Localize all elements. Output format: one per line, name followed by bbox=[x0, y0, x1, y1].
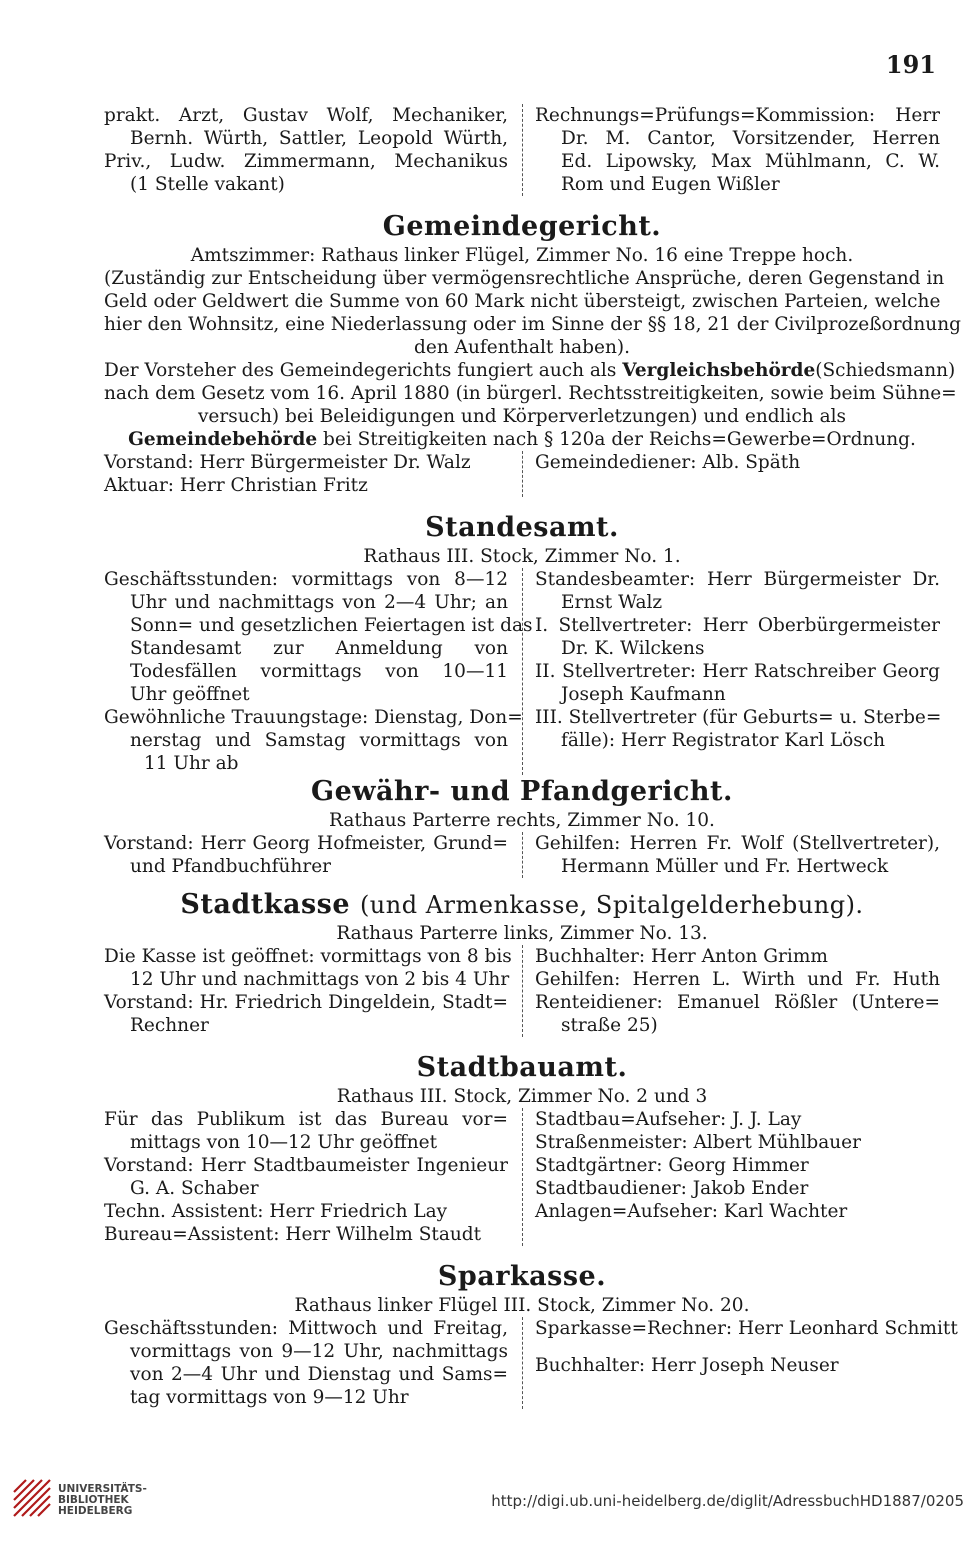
text-line: Gemeindediener: Alb. Späth bbox=[535, 452, 801, 473]
bold-term: Gemeindebehörde bbox=[128, 429, 318, 450]
text-line: Vorstand: Herr Stadtbaumeister Ingenieur bbox=[104, 1155, 508, 1176]
bold-term: Vergleichsbehörde bbox=[622, 360, 816, 381]
text-line: Vorstand: Herr Georg Hofmeister, Grund= bbox=[104, 833, 508, 854]
section-location: Rathaus Parterre links, Zimmer No. 13. bbox=[336, 923, 708, 944]
text-fragment: bei Streitigkeiten nach § 120a der Reichs=Gewerbe=Ordnung. bbox=[323, 429, 916, 450]
text-line: den Aufenthalt haben). bbox=[414, 337, 630, 358]
text-line: hier den Wohnsitz, eine Niederlassung oder im Sinne der §§ 18, 21 der Civilprozeßordnung bbox=[104, 314, 961, 335]
standesamt-section bbox=[104, 511, 940, 775]
text-line: 12 Uhr und nachmittags von 2 bis 4 Uhr bbox=[130, 969, 510, 990]
text-line: Anlagen=Aufseher: Karl Wachter bbox=[535, 1201, 848, 1222]
text-line: prakt. Arzt, Gustav Wolf, Mechaniker, bbox=[104, 105, 508, 126]
stadtkasse-right-column bbox=[522, 945, 940, 1037]
text-line: Gehilfen: Herren L. Wirth und Fr. Huth bbox=[535, 969, 940, 990]
text-line bbox=[104, 359, 956, 382]
digitization-footer bbox=[0, 1476, 972, 1526]
section-title bbox=[104, 888, 940, 922]
stadtbauamt-section bbox=[104, 1051, 940, 1246]
text-line: Standesamt zur Anmeldung von bbox=[130, 638, 508, 659]
text-line: II. Stellvertreter: Herr Ratschreiber Georg bbox=[535, 661, 940, 682]
text-line: Standesbeamter: Herr Bürgermeister Dr. bbox=[535, 569, 940, 590]
text-line: Bernh. Würth, Sattler, Leopold Würth, bbox=[130, 128, 508, 149]
library-name-line: UNIVERSITÄTS- bbox=[58, 1483, 147, 1495]
text-line: Joseph Kaufmann bbox=[561, 684, 726, 705]
gewaehr-left-column bbox=[104, 832, 522, 878]
gewaehr-columns bbox=[104, 832, 940, 878]
text-line: Geld oder Geldwert die Summe von 60 Mark nicht übersteigt, zwischen Parteien, welche bbox=[104, 291, 941, 312]
text-line: Für das Publikum ist das Bureau vor= bbox=[104, 1109, 508, 1130]
section-location: Amtszimmer: Rathaus linker Flügel, Zimmer No. 16 eine Treppe hoch. bbox=[190, 245, 854, 266]
text-line bbox=[104, 428, 940, 451]
section-title: Sparkasse. bbox=[437, 1261, 607, 1292]
text-line: G. A. Schaber bbox=[130, 1178, 259, 1199]
continued-left-column bbox=[104, 104, 522, 196]
text-line: Dr. M. Cantor, Vorsitzender, Herren bbox=[561, 128, 940, 149]
staff-left-column bbox=[104, 451, 522, 497]
text-line: Stadtgärtner: Georg Himmer bbox=[535, 1155, 809, 1176]
stadtbauamt-columns bbox=[104, 1108, 940, 1246]
standesamt-columns bbox=[104, 568, 940, 775]
stadtkasse-columns bbox=[104, 945, 940, 1037]
page-number: 191 bbox=[885, 50, 936, 79]
text-line: mittags von 10—12 Uhr geöffnet bbox=[130, 1132, 438, 1153]
stadtbauamt-right-column bbox=[522, 1108, 940, 1246]
gewaehr-pfandgericht-section bbox=[104, 775, 940, 878]
text-line: Dr. K. Wilckens bbox=[561, 638, 705, 659]
text-line: I. Stellvertreter: Herr Oberbürgermeister bbox=[535, 615, 940, 636]
staff-right-column bbox=[522, 451, 940, 497]
text-line: fälle): Herr Registrator Karl Lösch bbox=[561, 730, 886, 751]
text-line: Uhr und nachmittags von 2—4 Uhr; an bbox=[130, 592, 508, 613]
text-line: III. Stellvertreter (für Geburts= u. Sterbe= bbox=[535, 707, 942, 728]
text-line: versuch) bei Beleidigungen und Körperverletzungen) und endlich als bbox=[197, 406, 847, 427]
text-line: Vorstand: Herr Bürgermeister Dr. Walz bbox=[104, 452, 471, 473]
standesamt-right-column bbox=[522, 568, 940, 775]
section-title-main: Stadtkasse bbox=[180, 889, 351, 920]
text-line: Stadtbau=Aufseher: J. J. Lay bbox=[535, 1109, 802, 1130]
text-line: Rom und Eugen Wißler bbox=[561, 174, 780, 195]
page-content bbox=[104, 104, 961, 1409]
text-line: Gehilfen: Herren Fr. Wolf (Stellvertreter), bbox=[535, 833, 940, 854]
text-line: Hermann Müller und Fr. Hertweck bbox=[561, 856, 889, 877]
text-line: Renteidiener: Emanuel Rößler (Untere= bbox=[535, 992, 940, 1013]
text-fragment: Der Vorsteher des Gemeindegerichts fungiert auch als bbox=[104, 360, 617, 381]
text-line: Buchhalter: Herr Joseph Neuser bbox=[535, 1355, 839, 1376]
sparkasse-columns bbox=[104, 1317, 958, 1409]
text-line: Die Kasse ist geöffnet: vormittags von 8 bis bbox=[104, 946, 512, 967]
text-line: Geschäftsstunden: Mittwoch und Freitag, bbox=[104, 1318, 508, 1339]
text-line: (Zuständig zur Entscheidung über vermögensrechtliche Ansprüche, deren Gegenstand in bbox=[104, 268, 945, 289]
text-line: Straßenmeister: Albert Mühlbauer bbox=[535, 1132, 861, 1153]
text-line: Rechnungs=Prüfungs=Kommission: Herr bbox=[535, 105, 940, 126]
gemeindegericht-section bbox=[104, 210, 961, 497]
section-location: Rathaus III. Stock, Zimmer No. 2 und 3 bbox=[336, 1086, 708, 1107]
library-name-line: BIBLIOTHEK bbox=[58, 1494, 129, 1506]
text-line: Buchhalter: Herr Anton Grimm bbox=[535, 946, 828, 967]
text-line: (1 Stelle vakant) bbox=[130, 174, 285, 195]
text-line: und Pfandbuchführer bbox=[130, 856, 331, 877]
text-line: Vorstand: Hr. Friedrich Dingeldein, Stadt= bbox=[104, 992, 508, 1013]
section-title: Gemeindegericht. bbox=[382, 211, 662, 242]
text-line: Uhr geöffnet bbox=[130, 684, 250, 705]
section-location: Rathaus III. Stock, Zimmer No. 1. bbox=[363, 546, 681, 567]
stadtkasse-section bbox=[104, 888, 940, 1037]
text-line: Stadtbaudiener: Jakob Ender bbox=[535, 1178, 809, 1199]
text-line: Sonn= und gesetzlichen Feiertagen ist das bbox=[130, 615, 533, 636]
text-line: Bureau=Assistent: Herr Wilhelm Staudt bbox=[104, 1224, 482, 1245]
text-line: straße 25) bbox=[561, 1015, 658, 1036]
text-line: von 2—4 Uhr und Dienstag und Sams= bbox=[130, 1364, 508, 1385]
university-library-logo-icon bbox=[10, 1476, 54, 1520]
text-line: Priv., Ludw. Zimmermann, Mechanikus bbox=[104, 151, 508, 172]
section-title: Standesamt. bbox=[425, 512, 619, 543]
text-line: nach dem Gesetz vom 16. April 1880 (in bürgerl. Rechtsstreitigkeiten, sowie beim Sühne= bbox=[104, 383, 957, 404]
continued-section bbox=[104, 104, 940, 196]
text-line: Sparkasse=Rechner: Herr Leonhard Schmitt bbox=[535, 1318, 958, 1339]
section-title: Gewähr- und Pfandgericht. bbox=[311, 776, 733, 807]
text-line: Gewöhnliche Trauungstage: Dienstag, Don= bbox=[104, 707, 523, 728]
text-line: 11 Uhr ab bbox=[144, 753, 239, 774]
standesamt-left-column bbox=[104, 568, 533, 775]
source-url-link[interactable]: http://digi.ub.uni-heidelberg.de/diglit/AdressbuchHD1887/0205 bbox=[491, 1492, 964, 1510]
library-name bbox=[58, 1484, 147, 1517]
section-location: Rathaus linker Flügel III. Stock, Zimmer No. 20. bbox=[294, 1295, 750, 1316]
sparkasse-section bbox=[104, 1260, 958, 1409]
sparkasse-right-column bbox=[522, 1317, 958, 1409]
continued-right-column bbox=[522, 104, 940, 196]
library-name-line: HEIDELBERG bbox=[58, 1505, 133, 1517]
text-line: nerstag und Samstag vormittags von bbox=[130, 730, 508, 751]
stadtbauamt-left-column bbox=[104, 1108, 522, 1246]
text-line: Rechner bbox=[130, 1015, 209, 1036]
text-fragment: (Schiedsmann) bbox=[815, 360, 956, 381]
section-title: Stadtbauamt. bbox=[416, 1052, 628, 1083]
gewaehr-right-column bbox=[522, 832, 940, 878]
section-location: Rathaus Parterre rechts, Zimmer No. 10. bbox=[329, 810, 715, 831]
text-line: Geschäftsstunden: vormittags von 8—12 bbox=[104, 569, 508, 590]
text-line: vormittags von 9—12 Uhr, nachmittags bbox=[130, 1341, 508, 1362]
text-line: Techn. Assistent: Herr Friedrich Lay bbox=[104, 1201, 448, 1222]
text-line: tag vormittags von 9—12 Uhr bbox=[130, 1387, 409, 1408]
text-line: Aktuar: Herr Christian Fritz bbox=[104, 475, 368, 496]
text-line: Ed. Lipowsky, Max Mühlmann, C. W. bbox=[561, 151, 940, 172]
text-line: Todesfällen vormittags von 10—11 bbox=[130, 661, 508, 682]
sparkasse-left-column bbox=[104, 1317, 522, 1409]
text-line: Ernst Walz bbox=[561, 592, 663, 613]
stadtkasse-left-column bbox=[104, 945, 522, 1037]
gemeindegericht-staff bbox=[104, 451, 940, 497]
section-title-sub: (und Armenkasse, Spitalgelderhebung). bbox=[359, 891, 864, 919]
